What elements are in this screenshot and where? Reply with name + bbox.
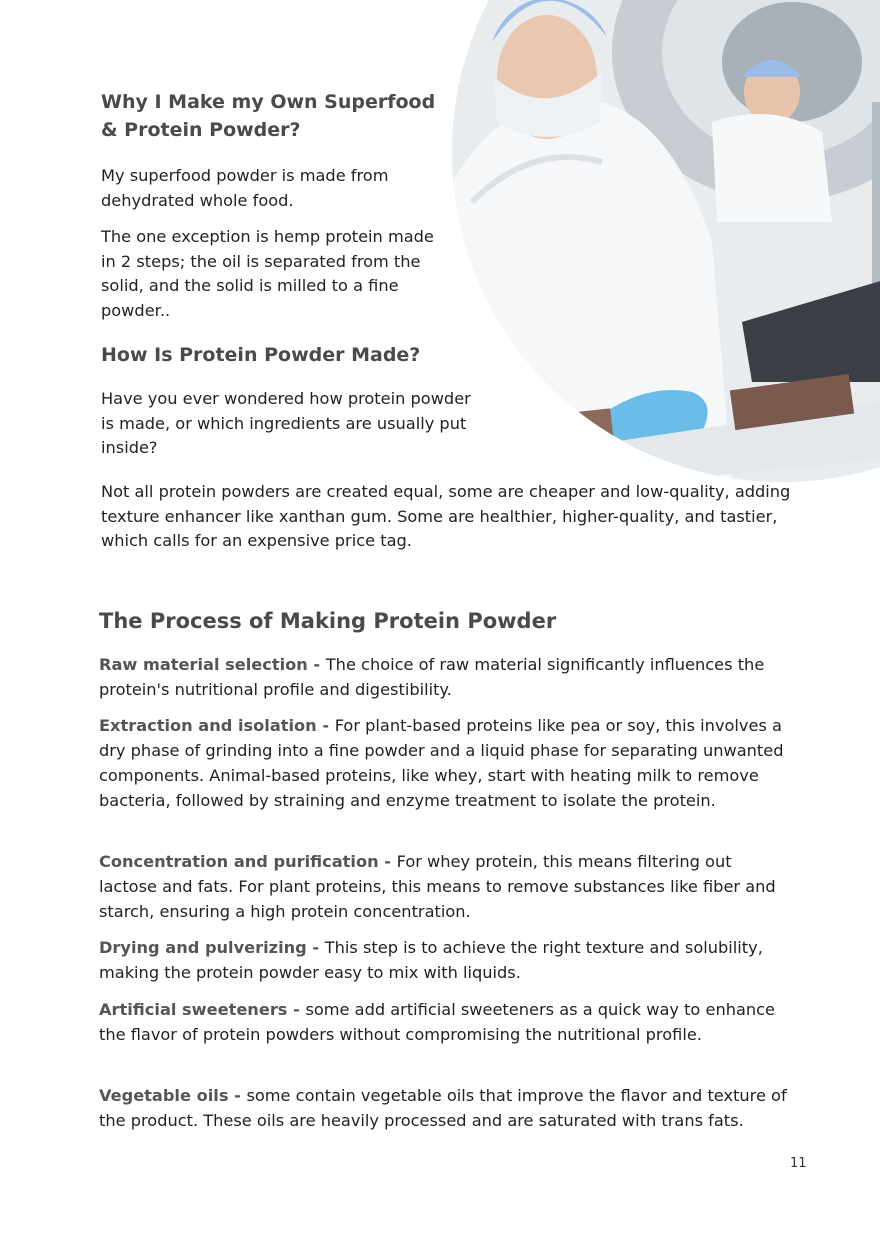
step-term: Extraction and isolation - xyxy=(99,716,335,735)
step-text: some contain vegetable oils that improve the flavor and texture of the product. These oils are heavily processed and are saturated with trans fats. xyxy=(99,1086,787,1130)
process-step xyxy=(99,652,789,702)
how-made-heading: How Is Protein Powder Made? xyxy=(101,344,421,366)
step-text: The choice of raw material significantly influences the protein's nutritional profile and digestibility. xyxy=(99,655,765,699)
intro-paragraph: The one exception is hemp protein made in 2 steps; the oil is separated from the solid, and the solid is milled to a fine powder.. xyxy=(101,227,434,320)
step-text: some add artificial sweeteners as a quick way to enhance the flavor of protein powders without compromising the nutritional profile. xyxy=(99,1000,776,1044)
page-number: 11 xyxy=(790,1156,807,1171)
process-heading: The Process of Making Protein Powder xyxy=(99,609,557,633)
lab-photo-illustration xyxy=(452,0,880,482)
process-step xyxy=(99,935,789,985)
process-step xyxy=(99,1083,789,1133)
step-term: Raw material selection - xyxy=(99,655,326,674)
process-step xyxy=(99,849,789,924)
how-made-paragraph: Have you ever wondered how protein powder is made, or which ingredients are usually put inside? xyxy=(101,389,471,457)
process-step xyxy=(99,713,789,813)
intro-heading: Why I Make my Own Superfood & Protein Powder? xyxy=(101,91,436,141)
step-term: Drying and pulverizing - xyxy=(99,938,325,957)
step-term: Vegetable oils - xyxy=(99,1086,247,1105)
step-term: Concentration and purification - xyxy=(99,852,397,871)
step-text: For whey protein, this means filtering out lactose and fats. For plant proteins, this means to remove substances like fiber and starch, ensuring a high protein concentration. xyxy=(99,852,776,921)
process-step xyxy=(99,997,789,1047)
how-made-paragraph: Not all protein powders are created equal, some are cheaper and low-quality, adding texture enhancer like xanthan gum. Some are healthier, higher-quality, and tastier, which calls for an expensive price tag. xyxy=(101,482,791,550)
step-text: For plant-based proteins like pea or soy, this involves a dry phase of grinding into a fine powder and a liquid phase for separating unwanted components. Animal-based proteins, like whey, start with heating milk to remove bacteria, followed by straining and enzyme treatment to isolate the protein. xyxy=(99,716,784,810)
step-term: Artificial sweeteners - xyxy=(99,1000,306,1019)
step-text: This step is to achieve the right texture and solubility, making the protein powder easy to mix with liquids. xyxy=(99,938,763,982)
intro-paragraph: My superfood powder is made from dehydrated whole food. xyxy=(101,166,389,210)
lab-workers-photo xyxy=(452,0,880,482)
